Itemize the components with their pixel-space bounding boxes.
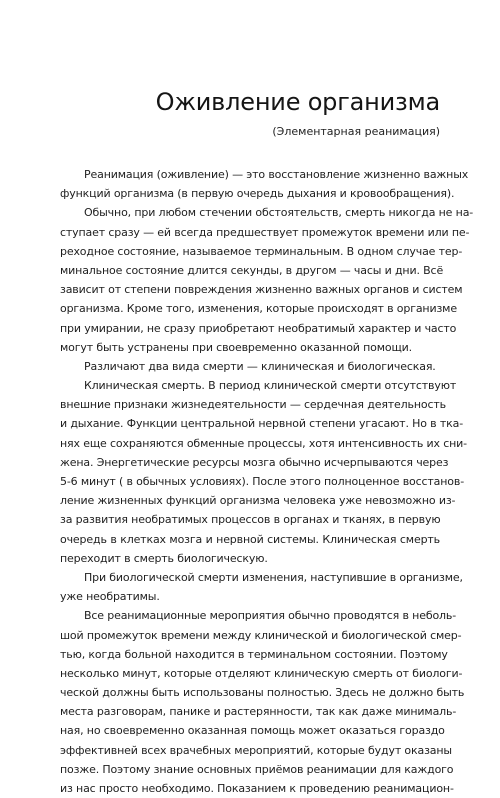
text-line: тью, когда больной находится в терминальном состоянии. Поэтому — [60, 647, 448, 661]
text-line: позже. Поэтому знание основных приёмов реанимации для каждого — [60, 762, 454, 776]
text-line: Все реанимационные мероприятия обычно проводятся в неболь- — [84, 609, 457, 623]
text-line: шой промежуток времени между клинической и биологической смер- — [60, 628, 462, 642]
text-line: несколько минут, которые отделяют клиническую смерть от биологи- — [60, 666, 463, 680]
text-line: жена. Энергетические ресурсы мозга обычно исчерпываются через — [60, 455, 449, 469]
text-line: Реанимация (оживление) — это восстановление жизненно важных — [84, 168, 469, 181]
text-line: зависит от степени повреждения жизненно важных органов и систем — [60, 283, 463, 297]
text-line: организма. Кроме того, изменения, которые происходят в организме — [60, 302, 457, 316]
text-line: места разговорам, панике и растерянности, так как даже минималь- — [60, 705, 457, 719]
text-line: Различают два вида смерти — клиническая и биологическая. — [84, 359, 436, 373]
text-line: минальное состояние длится секунды, в другом — часы и дни. Всё — [60, 263, 444, 277]
page-title: Оживление организма — [155, 88, 440, 116]
text-line: эффективней всех врачебных мероприятий, которые будут оказаны — [60, 743, 452, 757]
page-subtitle: (Элементарная реанимация) — [272, 125, 440, 138]
text-line: за развития необратимых процессов в органах и тканях, в первую — [60, 513, 441, 527]
text-line: переходит в смерть биологическую. — [60, 551, 268, 565]
text-line: ная, но своевременно оказанная помощь может оказаться гораздо — [60, 724, 445, 738]
text-line: функций организма (в первую очередь дыхания и кровообращения). — [60, 187, 455, 201]
text-line: внешние признаки жизнедеятельности — сердечная деятельность — [60, 398, 446, 412]
text-line: ление жизненных функций организма человека уже невозможно из- — [60, 494, 456, 508]
text-line: 5-6 минут ( в обычных условиях). После этого полноценное восстанов- — [60, 475, 465, 488]
text-line: очередь в клетках мозга и нервной системы. Клиническая смерть — [60, 532, 440, 546]
text-line: ческой должны быть использованы полностью. Здесь не должно быть — [60, 686, 465, 700]
text-line: и дыхание. Функции центральной нервной степени угасают. Но в тка- — [60, 417, 464, 431]
text-line: уже необратимы. — [60, 590, 160, 604]
text-line: из нас просто необходимо. Показанием к проведению реанимацион- — [60, 782, 454, 795]
text-line: Обычно, при любом стечении обстоятельств, смерть никогда не на- — [84, 206, 474, 220]
text-line: ступает сразу — ей всегда предшествует промежуток времени или пе- — [60, 225, 470, 239]
text-line: могут быть устранены при своевременно оказанной помощи. — [60, 340, 413, 354]
text-line: нях еще сохраняются обменные процессы, хотя интенсивность их сни- — [60, 436, 467, 450]
text-line: Клиническая смерть. В период клинической смерти отсутствуют — [84, 379, 457, 393]
text-line: реходное состояние, называемое терминальным. В одном случае тер- — [60, 244, 463, 258]
text-line: При биологической смерти изменения, наступившие в организме, — [84, 570, 463, 584]
body-text — [60, 165, 474, 798]
text-line: при умирании, не сразу приобретают необратимый характер и часто — [60, 321, 457, 335]
